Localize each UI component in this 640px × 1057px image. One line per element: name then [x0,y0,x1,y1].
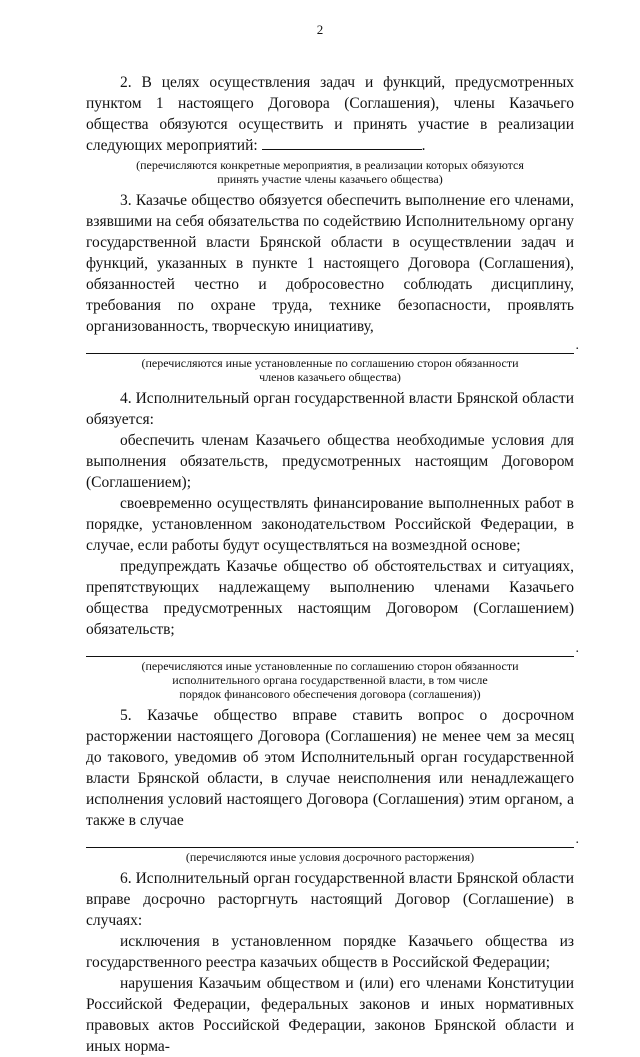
paragraph-4-item-1: обеспечить членам Казачьего общества необходимые условия для выполнения обязательств, предусмотренных настоящим Договором (Соглашением); [86,432,574,491]
note-2-line-1: (перечисляются иные установленные по соглашению сторон обязанности [141,356,519,370]
note-3-line-1: (перечисляются иные установленные по соглашению сторон обязанности [141,659,519,673]
note-2 [86,356,574,384]
note-3-line-2: исполнительного органа государственной власти, в том числе [172,673,488,687]
note-1 [86,158,574,186]
paragraph-4-item-3: предупреждать Казачье общество об обстоятельствах и ситуациях, препятствующих надлежащему выполнению членами Казачьего общества предусмотренных настоящим Договором (Соглашением) обязательств; [86,558,574,638]
note-3-line-3: порядок финансового обеспечения договора (соглашения)) [179,687,481,701]
fill-line [86,832,579,848]
page-number: 2 [316,22,324,37]
fill-line-end: . [575,832,579,847]
paragraph-2 [86,72,574,156]
paragraph-6-item-2: нарушения Казачьим обществом и (или) его членами Конституции Российской Федерации, федеральных законов и иных нормативных правовых актов Российской Федерации, законов Брянской области и иных норма- [86,975,574,1055]
fill-line-end: . [421,137,426,154]
paragraph-6-item-1: исключения в установленном порядке Казачьего общества из государственного реестра казачьих обществ в Российской Федерации; [86,933,574,971]
note-2-line-2: членов казачьего общества) [259,370,401,384]
paragraph-2-text: 2. В целях осуществления задач и функций, предусмотренных пунктом 1 настоящего Договора (Соглашения), члены Казачьего общества обязуются осуществить и принять участие в реализации следующих мероприятий: [86,74,574,154]
paragraph-6: 6. Исполнительный орган государственной власти Брянской области вправе досрочно расторгнуть настоящий Договор (Соглашение) в случаях: [86,870,574,929]
fill-line [86,338,579,354]
document-body [86,72,579,1057]
note-1-line-2: принять участие члены казачьего общества) [217,172,443,186]
fill-line-end: . [575,641,579,656]
paragraph-3: 3. Казачье общество обязуется обеспечить выполнение его членами, взявшими на себя обязательства по содействию Исполнительному органу государственной власти Брянской области в осуществлении задач и функций, указанных в пункте 1 настоящего Договора (Соглашения), обязанностей честно и добросовестно соблюдать дисциплину, требования по охране труда, технике безопасности, проявлять организованность, творческую инициативу, [86,192,574,335]
paragraph-5: 5. Казачье общество вправе ставить вопрос о досрочном расторжении настоящего Договора (Соглашения) не менее чем за месяц до такового, уведомив об этом Исполнительный орган государственной власти Брянской области, в случае неисполнения или ненадлежащего исполнения условий настоящего Договора (Соглашения) этим органом, а также в случае [86,707,574,829]
fill-line [262,148,422,150]
note-1-line-1: (перечисляются конкретные мероприятия, в реализации которых обязуются [136,158,524,172]
note-4: (перечисляются иные условия досрочного расторжения) [185,850,475,864]
fill-line-end: . [575,338,579,353]
paragraph-4-item-2: своевременно осуществлять финансирование выполненных работ в порядке, установленном законодательством Российской Федерации, в случае, если работы будут осуществляться на возмездной основе; [86,495,574,554]
paragraph-4: 4. Исполнительный орган государственной власти Брянской области обязуется: [86,390,574,428]
fill-line [86,641,579,657]
note-3 [86,659,574,701]
